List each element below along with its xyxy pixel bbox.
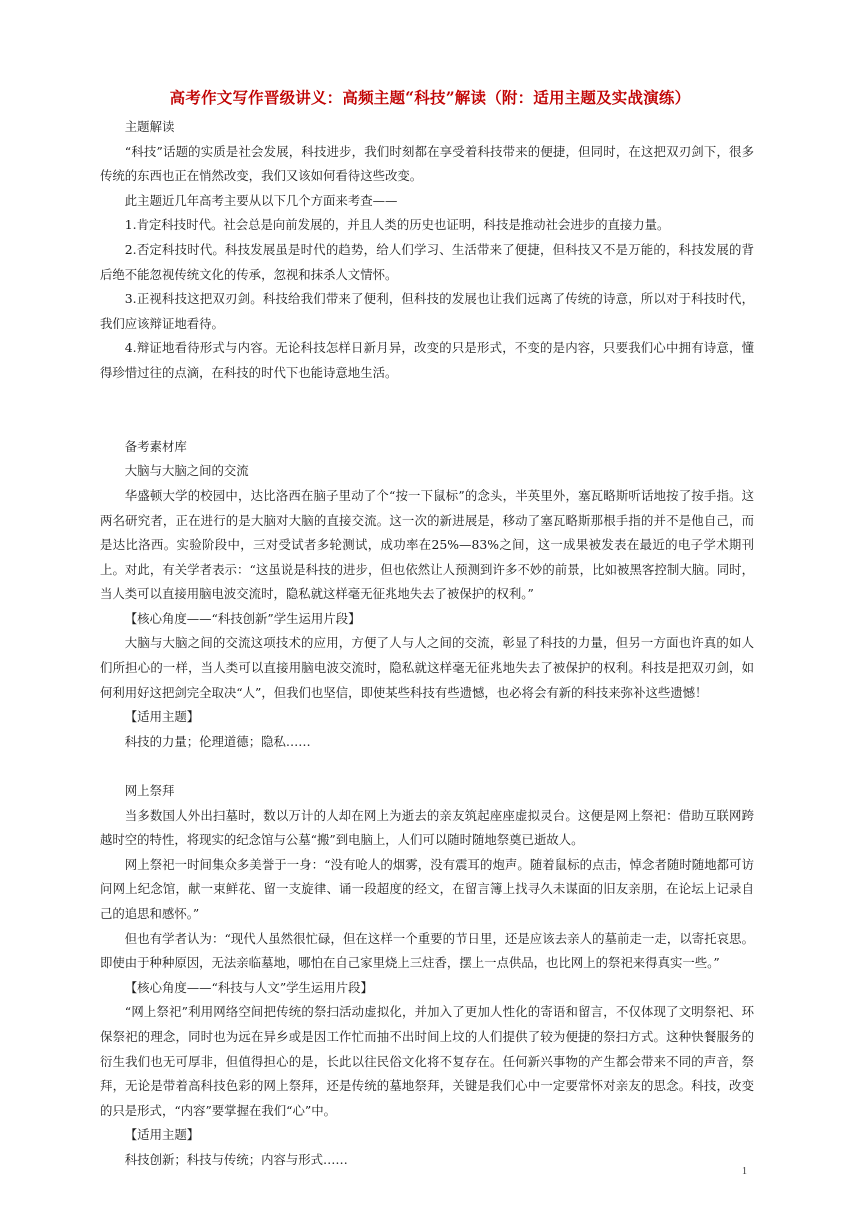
core-angle-label: 【核心角度——“科技创新”学生运用片段】 bbox=[124, 610, 361, 626]
theme-item: 2.否定科技时代。科技发展虽是时代的趋势，给人们学习、生活带来了便捷，但科技又不是万能的，科技发展的背后绝不能忽视传统文化的传承，忽视和抹杀人文情怀。 bbox=[100, 241, 754, 282]
material-paragraph: 网上祭祀一时间集众多美誉于一身：“没有呛人的烟雾，没有震耳的炮声。随着鼠标的点击，悼念者随时随地都可访问网上纪念馆，献一束鲜花、留一支旋律、诵一段超度的经文，在留言簿上找寻久未谋面的旧友亲朋，在论坛上记录自己的追思和感怀。” bbox=[100, 856, 754, 921]
spacer bbox=[100, 754, 754, 779]
document-title: 高考作文写作晋级讲义：高频主题“科技”解读（附：适用主题及实战演练） bbox=[169, 88, 691, 107]
spacer bbox=[100, 410, 754, 435]
material-paragraph: 当多数国人外出扫墓时，数以万计的人却在网上为逝去的亲友筑起座座虚拟灵台。这便是网上祭祀：借助互联网跨越时空的特性，将现实的纪念馆与公墓“搬”到电脑上，人们可以随时随地祭奠已逝故人。 bbox=[100, 807, 754, 848]
apply-theme-text: 科技创新；科技与传统；内容与形式…… bbox=[124, 1151, 348, 1167]
material-paragraph: “网上祭祀”利用网络空间把传统的祭扫活动虚拟化，并加入了更加人性化的寄语和留言，不仅体现了文明祭祀、环保祭祀的理念，同时也为远在异乡或是因工作忙而抽不出时间上坟的人们提供了较为便捷的祭扫方式。这种快餐服务的衍生我们也无可厚非，但值得担心的是，长此以往民俗文化将不复存在。任何新兴事物的产生都会带来不同的声音，祭拜，无论是带着高科技色彩的网上祭拜，还是传统的墓地祭拜，关键是我们心中一定要常怀对亲友的思念。科技，改变的只是形式，“内容”要掌握在我们“心”中。 bbox=[100, 1004, 754, 1118]
theme-item: 4.辩证地看待形式与内容。无论科技怎样日新月异，改变的只是形式，不变的是内容，只要我们心中拥有诗意，懂得珍惜过往的点滴，在科技的时代下也能诗意地生活。 bbox=[100, 340, 754, 380]
document-body bbox=[100, 115, 754, 1173]
material-paragraph: 但也有学者认为：“现代人虽然很忙碌，但在这样一个重要的节日里，还是应该去亲人的墓前走一走，以寄托哀思。即使由于种种原因，无法亲临墓地，哪怕在自己家里烧上三炷香，摆上一点供品，也比网上的祭祀来得真实一些。” bbox=[100, 930, 754, 971]
material-title: 大脑与大脑之间的交流 bbox=[124, 463, 249, 479]
theme-paragraph: 此主题近几年高考主要从以下几个方面来考查—— bbox=[124, 192, 398, 208]
core-angle-label: 【核心角度——“科技与人文”学生运用片段】 bbox=[124, 979, 373, 995]
apply-theme-label: 【适用主题】 bbox=[124, 1127, 200, 1143]
page-number: 1 bbox=[742, 1166, 747, 1177]
theme-item: 1.肯定科技时代。社会总是向前发展的，并且人类的历史也证明，科技是推动社会进步的直接力量。 bbox=[124, 217, 670, 233]
material-paragraph: 大脑与大脑之间的交流这项技术的应用，方便了人与人之间的交流，彰显了科技的力量，但另一方面也许真的如人们所担心的一样，当人类可以直接用脑电波交流时，隐私就这样毫无征兆地失去了被保护的权利。科技是把双刃剑，如何利用好这把剑完全取决“人”，但我们也坚信，即使某些科技有些遗憾，也必将会有新的科技来弥补这些遗憾！ bbox=[100, 635, 754, 700]
material-title: 网上祭拜 bbox=[124, 783, 175, 799]
spacer bbox=[100, 386, 754, 411]
theme-heading: 主题解读 bbox=[124, 119, 175, 134]
theme-paragraph: “科技”话题的实质是社会发展，科技进步，我们时刻都在享受着科技带来的便捷，但同时，在这把双刃剑下，很多传统的东西也正在悄然改变，我们又该如何看待这些改变。 bbox=[100, 143, 754, 184]
apply-theme-text: 科技的力量；伦理道德；隐私…… bbox=[124, 733, 311, 749]
theme-item: 3.正视科技这把双刃剑。科技给我们带来了便利，但科技的发展也让我们远离了传统的诗意，所以对于科技时代，我们应该辩证地看待。 bbox=[100, 291, 754, 331]
material-heading: 备考素材库 bbox=[124, 438, 187, 454]
apply-theme-label: 【适用主题】 bbox=[124, 709, 200, 725]
material-paragraph: 华盛顿大学的校园中，达比洛西在脑子里动了个“按一下鼠标”的念头，半英里外，塞瓦略斯听话地按了按手指。这两名研究者，正在进行的是大脑对大脑的直接交流。这一次的新进展是，移动了塞瓦略斯那根手指的并不是他自己，而是达比洛西。实验阶段中，三对受试者多轮测试，成功率在25%—83%之间，这一成果被发表在最近的电子学术期刊上。对此，有关学者表示：“这虽说是科技的进步，但也依然让人预测到许多不妙的前景，比如被黑客控制大脑。同时，当人类可以直接用脑电波交流时，隐私就这样毫无征兆地失去了被保护的权利。” bbox=[100, 487, 754, 602]
